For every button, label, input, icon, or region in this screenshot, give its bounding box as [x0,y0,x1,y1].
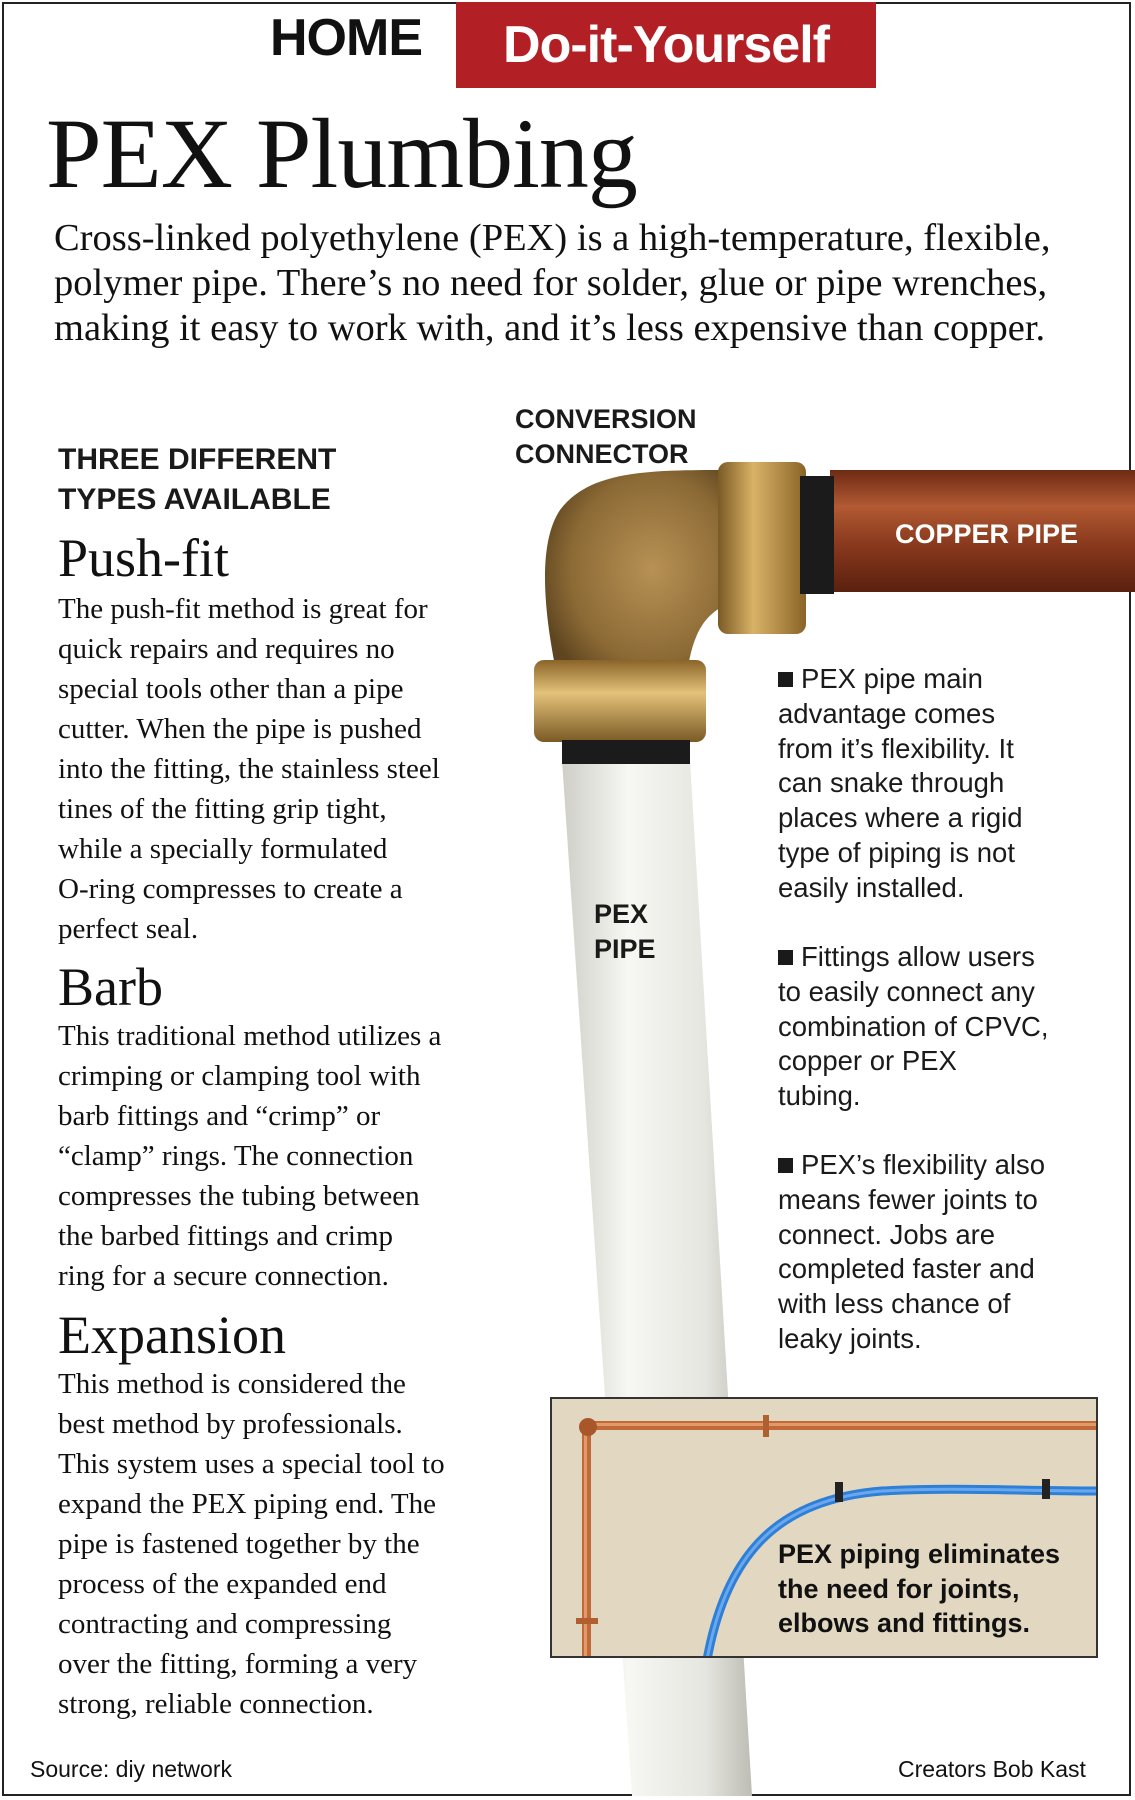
method-title-expansion: Expansion [58,1305,286,1365]
brass-collar-copper [718,462,806,634]
bullet-square-icon [778,672,793,687]
intro-paragraph: Cross-linked polyethylene (PEX) is a high-temperature, flexible, polymer pipe. There’s no need for solder, glue or pipe wrenches, making it easy to work with, and it’s less expensive than copper. [54,217,1051,349]
bullet-flexibility: PEX pipe main advantage comes from it’s flexibility. It can snake through places where a rigid type of piping is not easily installed. [778,663,1023,903]
method-body-barb: This traditional method utilizes a crimping or clamping tool with barb fittings and “crimp” or “clamp” rings. The connection compresses the tubing between the barbed fittings and crimp ring for a secure connection. [58,1020,442,1292]
header-section-banner: Do-it-Yourself [456,2,876,88]
label-pex-pipe: PEX PIPE [594,899,656,964]
header-home: HOME [270,9,422,67]
elbow-fitting-shape [545,470,740,690]
types-heading: THREE DIFFERENT TYPES AVAILABLE [58,443,337,516]
label-conversion-connector: CONVERSION CONNECTOR [515,404,697,469]
method-title-push-fit: Push-fit [58,528,230,588]
bullet-fewer-joints: PEX’s flexibility also means fewer joints to connect. Jobs are completed faster and with less chance of leaky joints. [778,1149,1046,1354]
photo-caption: PEX piping eliminates the need for joints, elbows and fittings. [778,1539,1061,1638]
label-copper-pipe: COPPER PIPE [895,519,1079,549]
footer-credit: Creators Bob Kast [898,1756,1086,1782]
oring-copper [800,476,834,594]
bullet-fittings: Fittings allow users to easily connect any combination of CPVC, copper or PEX tubing. [778,941,1049,1112]
method-body-push-fit: The push-fit method is great for quick repairs and requires no special tools other than a pipe cutter. When the pipe is pushed into the fitting, the stainless steel tines of the fitting grip tight, while a specially formulated O-ring compresses to create a perfect seal. [58,593,440,945]
bullet-square-icon [778,950,793,965]
pex-piping-photo [550,1397,1098,1658]
method-body-expansion: This method is considered the best method by professionals. This system uses a special tool to expand the PEX piping end. The pipe is fastened together by the process of the expanded end contracting and compressing over the fitting, forming a very strong, reliable connection. [58,1368,445,1720]
method-title-barb: Barb [58,957,163,1017]
footer-source: Source: diy network [30,1756,232,1782]
page-title: PEX Plumbing [46,98,637,209]
bullet-square-icon [778,1158,793,1173]
brass-collar-pex [534,660,706,742]
oring-pex [562,740,690,764]
